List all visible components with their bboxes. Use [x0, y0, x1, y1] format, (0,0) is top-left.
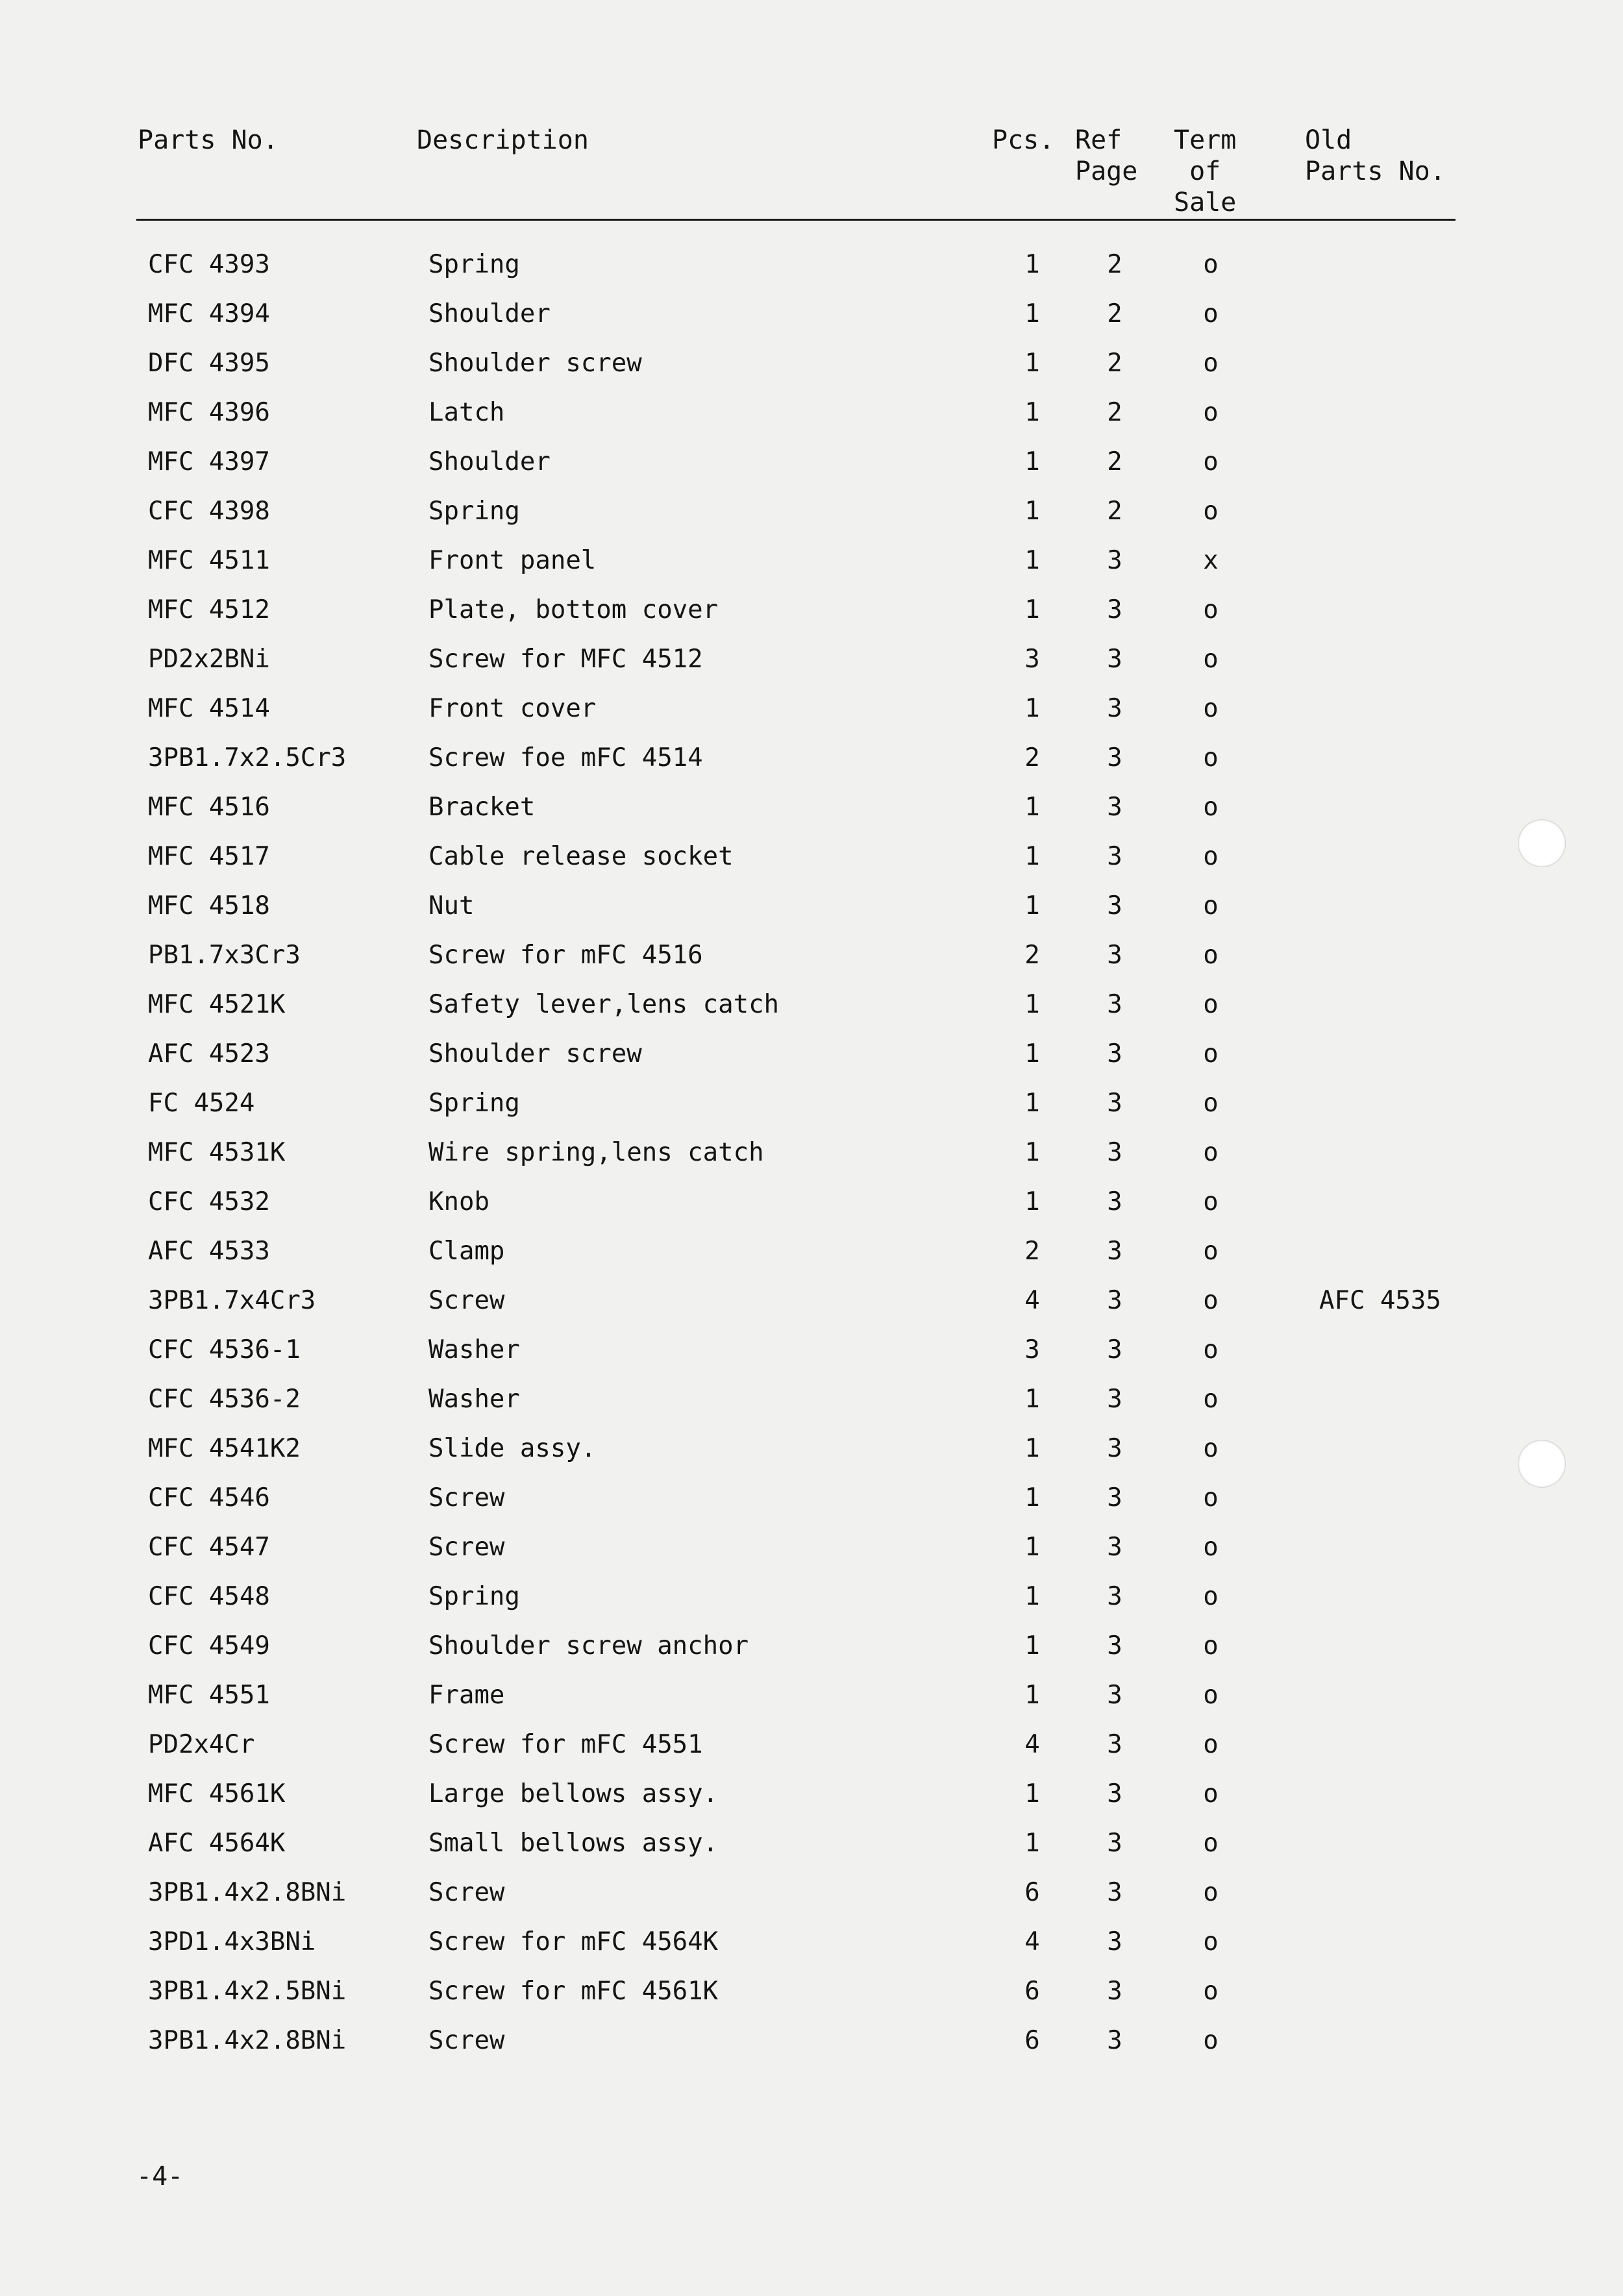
table-row	[0, 1923, 1623, 1962]
pieces: 1	[1024, 1829, 1040, 1858]
term-of-sale: o	[1203, 1187, 1219, 1216]
ref-page: 3	[1107, 1582, 1122, 1611]
pieces: 1	[1024, 497, 1040, 526]
term-of-sale: o	[1203, 1533, 1219, 1562]
table-row	[0, 936, 1623, 975]
part-number: CFC 4536-2	[148, 1385, 301, 1414]
part-number: MFC 4516	[148, 793, 270, 822]
term-of-sale: o	[1203, 1286, 1219, 1315]
old-part-number: AFC 4535	[1319, 1286, 1441, 1315]
pieces: 1	[1024, 842, 1040, 871]
description: Screw foe mFC 4514	[428, 743, 703, 772]
term-of-sale: o	[1203, 497, 1219, 526]
pieces: 1	[1024, 1089, 1040, 1118]
table-row	[0, 492, 1623, 531]
table-row	[0, 1676, 1623, 1715]
table-row	[0, 788, 1623, 827]
ref-page: 3	[1107, 1187, 1122, 1216]
part-number: 3PB1.4x2.8BNi	[148, 1878, 347, 1907]
table-row	[0, 1281, 1623, 1320]
part-number: AFC 4564K	[148, 1829, 286, 1858]
description: Screw	[428, 1483, 505, 1512]
pieces: 3	[1024, 1335, 1040, 1364]
ref-page: 3	[1107, 1089, 1122, 1118]
description: Plate, bottom cover	[428, 595, 719, 624]
part-number: 3PB1.4x2.5BNi	[148, 1977, 347, 2006]
term-of-sale: o	[1203, 1927, 1219, 1957]
header-term-of-sale: Term of Sale	[1174, 125, 1237, 217]
ref-page: 2	[1107, 250, 1122, 279]
term-of-sale: o	[1203, 447, 1219, 476]
table-row	[0, 1331, 1623, 1370]
table-row	[0, 1183, 1623, 1222]
ref-page: 3	[1107, 1385, 1122, 1414]
part-number: AFC 4523	[148, 1039, 270, 1068]
part-number: CFC 4536-1	[148, 1335, 301, 1364]
term-of-sale: o	[1203, 1779, 1219, 1808]
table-row	[0, 1232, 1623, 1271]
pieces: 1	[1024, 793, 1040, 822]
ref-page: 3	[1107, 1483, 1122, 1512]
pieces: 1	[1024, 349, 1040, 378]
part-number: PD2x2BNi	[148, 645, 270, 674]
table-row	[0, 1725, 1623, 1764]
table-row	[0, 640, 1623, 679]
table-row	[0, 591, 1623, 630]
description: Screw	[428, 1286, 505, 1315]
ref-page: 2	[1107, 398, 1122, 427]
ref-page: 3	[1107, 1927, 1122, 1957]
part-number: MFC 4561K	[148, 1779, 286, 1808]
table-row	[0, 1429, 1623, 1468]
description: Washer	[428, 1335, 520, 1364]
ref-page: 3	[1107, 1631, 1122, 1660]
header-rule	[136, 219, 1456, 221]
pieces: 2	[1024, 1237, 1040, 1266]
pieces: 1	[1024, 990, 1040, 1019]
description: Small bellows assy.	[428, 1829, 719, 1858]
term-of-sale: o	[1203, 1829, 1219, 1858]
description: Screw	[428, 1533, 505, 1562]
part-number: MFC 4512	[148, 595, 270, 624]
pieces: 1	[1024, 1187, 1040, 1216]
term-of-sale: o	[1203, 349, 1219, 378]
pieces: 1	[1024, 891, 1040, 920]
table-row	[0, 1824, 1623, 1863]
term-of-sale: o	[1203, 2026, 1219, 2055]
pieces: 1	[1024, 694, 1040, 723]
term-of-sale: o	[1203, 1483, 1219, 1512]
part-number: PD2x4Cr	[148, 1730, 255, 1759]
term-of-sale: o	[1203, 595, 1219, 624]
part-number: 3PD1.4x3BNi	[148, 1927, 316, 1957]
term-of-sale: o	[1203, 1385, 1219, 1414]
ref-page: 3	[1107, 743, 1122, 772]
table-row	[0, 837, 1623, 876]
ref-page: 3	[1107, 941, 1122, 970]
term-of-sale: o	[1203, 1582, 1219, 1611]
ref-page: 2	[1107, 349, 1122, 378]
description: Wire spring,lens catch	[428, 1138, 764, 1167]
description: Screw	[428, 2026, 505, 2055]
part-number: MFC 4518	[148, 891, 270, 920]
term-of-sale: o	[1203, 694, 1219, 723]
table-row	[0, 443, 1623, 482]
term-of-sale: o	[1203, 842, 1219, 871]
term-of-sale: o	[1203, 1089, 1219, 1118]
pieces: 3	[1024, 645, 1040, 674]
description: Nut	[428, 891, 475, 920]
part-number: 3PB1.4x2.8BNi	[148, 2026, 347, 2055]
description: Screw for mFC 4551	[428, 1730, 703, 1759]
pieces: 4	[1024, 1730, 1040, 1759]
ref-page: 3	[1107, 1434, 1122, 1463]
table-row	[0, 985, 1623, 1024]
header-ref-page: Ref Page	[1075, 125, 1138, 186]
description: Shoulder	[428, 299, 551, 328]
table-row	[0, 344, 1623, 383]
pieces: 1	[1024, 398, 1040, 427]
pieces: 1	[1024, 1138, 1040, 1167]
table-row	[0, 541, 1623, 580]
pieces: 6	[1024, 1878, 1040, 1907]
part-number: MFC 4517	[148, 842, 270, 871]
table-row	[0, 1380, 1623, 1419]
term-of-sale: o	[1203, 990, 1219, 1019]
term-of-sale: o	[1203, 941, 1219, 970]
part-number: MFC 4541K2	[148, 1434, 301, 1463]
part-number: CFC 4393	[148, 250, 270, 279]
ref-page: 3	[1107, 842, 1122, 871]
term-of-sale: o	[1203, 398, 1219, 427]
part-number: MFC 4396	[148, 398, 270, 427]
pieces: 4	[1024, 1286, 1040, 1315]
table-row	[0, 1479, 1623, 1518]
ref-page: 2	[1107, 299, 1122, 328]
term-of-sale: o	[1203, 299, 1219, 328]
ref-page: 3	[1107, 990, 1122, 1019]
term-of-sale: o	[1203, 891, 1219, 920]
part-number: MFC 4514	[148, 694, 270, 723]
description: Shoulder screw	[428, 1039, 642, 1068]
term-of-sale: o	[1203, 645, 1219, 674]
pieces: 1	[1024, 1779, 1040, 1808]
pieces: 1	[1024, 1631, 1040, 1660]
ref-page: 3	[1107, 645, 1122, 674]
pieces: 1	[1024, 1681, 1040, 1710]
table-row	[0, 1084, 1623, 1123]
term-of-sale: o	[1203, 1681, 1219, 1710]
description: Shoulder screw anchor	[428, 1631, 749, 1660]
pieces: 1	[1024, 1434, 1040, 1463]
ref-page: 3	[1107, 793, 1122, 822]
part-number: MFC 4531K	[148, 1138, 286, 1167]
description: Shoulder	[428, 447, 551, 476]
part-number: AFC 4533	[148, 1237, 270, 1266]
ref-page: 3	[1107, 1533, 1122, 1562]
ref-page: 3	[1107, 1779, 1122, 1808]
description: Screw for mFC 4564K	[428, 1927, 719, 1957]
term-of-sale: o	[1203, 1335, 1219, 1364]
description: Front panel	[428, 546, 597, 575]
pieces: 1	[1024, 1039, 1040, 1068]
table-row	[0, 1577, 1623, 1616]
term-of-sale: o	[1203, 793, 1219, 822]
pieces: 2	[1024, 743, 1040, 772]
ref-page: 3	[1107, 1977, 1122, 2006]
description: Knob	[428, 1187, 489, 1216]
part-number: MFC 4394	[148, 299, 270, 328]
pieces: 1	[1024, 546, 1040, 575]
pieces: 6	[1024, 2026, 1040, 2055]
table-row	[0, 1873, 1623, 1912]
description: Screw for mFC 4516	[428, 941, 703, 970]
description: Large bellows assy.	[428, 1779, 719, 1808]
ref-page: 3	[1107, 595, 1122, 624]
description: Washer	[428, 1385, 520, 1414]
table-row	[0, 689, 1623, 728]
ref-page: 3	[1107, 1138, 1122, 1167]
term-of-sale: o	[1203, 1434, 1219, 1463]
table-row	[0, 1035, 1623, 1074]
table-row	[0, 393, 1623, 432]
part-number: MFC 4551	[148, 1681, 270, 1710]
table-row	[0, 739, 1623, 778]
pieces: 1	[1024, 1483, 1040, 1512]
header-parts-no: Parts No.	[138, 125, 279, 155]
description: Bracket	[428, 793, 536, 822]
part-number: CFC 4547	[148, 1533, 270, 1562]
table-row	[0, 1972, 1623, 2011]
term-of-sale: o	[1203, 1039, 1219, 1068]
ref-page: 3	[1107, 1681, 1122, 1710]
ref-page: 3	[1107, 1878, 1122, 1907]
ref-page: 3	[1107, 546, 1122, 575]
term-of-sale: o	[1203, 1730, 1219, 1759]
table-row	[0, 1133, 1623, 1172]
description: Spring	[428, 497, 520, 526]
table-row	[0, 2021, 1623, 2060]
pieces: 1	[1024, 1582, 1040, 1611]
header-pcs: Pcs.	[992, 125, 1055, 155]
description: Latch	[428, 398, 505, 427]
pieces: 6	[1024, 1977, 1040, 2006]
description: Spring	[428, 1089, 520, 1118]
description: Screw for MFC 4512	[428, 645, 703, 674]
part-number: DFC 4395	[148, 349, 270, 378]
part-number: CFC 4546	[148, 1483, 270, 1512]
part-number: CFC 4398	[148, 497, 270, 526]
term-of-sale: x	[1203, 546, 1219, 575]
ref-page: 3	[1107, 1286, 1122, 1315]
part-number: PB1.7x3Cr3	[148, 941, 301, 970]
ref-page: 3	[1107, 891, 1122, 920]
part-number: MFC 4511	[148, 546, 270, 575]
part-number: MFC 4521K	[148, 990, 286, 1019]
term-of-sale: o	[1203, 1237, 1219, 1266]
term-of-sale: o	[1203, 1631, 1219, 1660]
description: Shoulder screw	[428, 349, 642, 378]
pieces: 4	[1024, 1927, 1040, 1957]
term-of-sale: o	[1203, 1138, 1219, 1167]
pieces: 1	[1024, 447, 1040, 476]
part-number: MFC 4397	[148, 447, 270, 476]
term-of-sale: o	[1203, 1977, 1219, 2006]
ref-page: 2	[1107, 447, 1122, 476]
ref-page: 3	[1107, 1335, 1122, 1364]
pieces: 1	[1024, 595, 1040, 624]
table-row	[0, 1627, 1623, 1666]
description: Screw	[428, 1878, 505, 1907]
description: Safety lever,lens catch	[428, 990, 780, 1019]
ref-page: 3	[1107, 1237, 1122, 1266]
page-number: -4-	[136, 2162, 184, 2191]
term-of-sale: o	[1203, 743, 1219, 772]
description: Clamp	[428, 1237, 505, 1266]
table-row	[0, 887, 1623, 926]
description: Front cover	[428, 694, 597, 723]
pieces: 2	[1024, 941, 1040, 970]
description: Frame	[428, 1681, 505, 1710]
table-row	[0, 1528, 1623, 1567]
pieces: 1	[1024, 1385, 1040, 1414]
ref-page: 3	[1107, 2026, 1122, 2055]
description: Spring	[428, 250, 520, 279]
pieces: 1	[1024, 250, 1040, 279]
part-number: CFC 4548	[148, 1582, 270, 1611]
table-row	[0, 295, 1623, 334]
part-number: 3PB1.7x2.5Cr3	[148, 743, 347, 772]
part-number: 3PB1.7x4Cr3	[148, 1286, 316, 1315]
header-old-parts-no: Old Parts No.	[1305, 125, 1446, 186]
table-row	[0, 245, 1623, 284]
ref-page: 3	[1107, 1730, 1122, 1759]
pieces: 1	[1024, 1533, 1040, 1562]
part-number: CFC 4549	[148, 1631, 270, 1660]
ref-page: 3	[1107, 694, 1122, 723]
ref-page: 2	[1107, 497, 1122, 526]
ref-page: 3	[1107, 1829, 1122, 1858]
pieces: 1	[1024, 299, 1040, 328]
description: Slide assy.	[428, 1434, 597, 1463]
ref-page: 3	[1107, 1039, 1122, 1068]
term-of-sale: o	[1203, 1878, 1219, 1907]
description: Screw for mFC 4561K	[428, 1977, 719, 2006]
part-number: FC 4524	[148, 1089, 255, 1118]
term-of-sale: o	[1203, 250, 1219, 279]
header-description: Description	[417, 125, 589, 155]
part-number: CFC 4532	[148, 1187, 270, 1216]
description: Spring	[428, 1582, 520, 1611]
description: Cable release socket	[428, 842, 734, 871]
table-row	[0, 1775, 1623, 1814]
